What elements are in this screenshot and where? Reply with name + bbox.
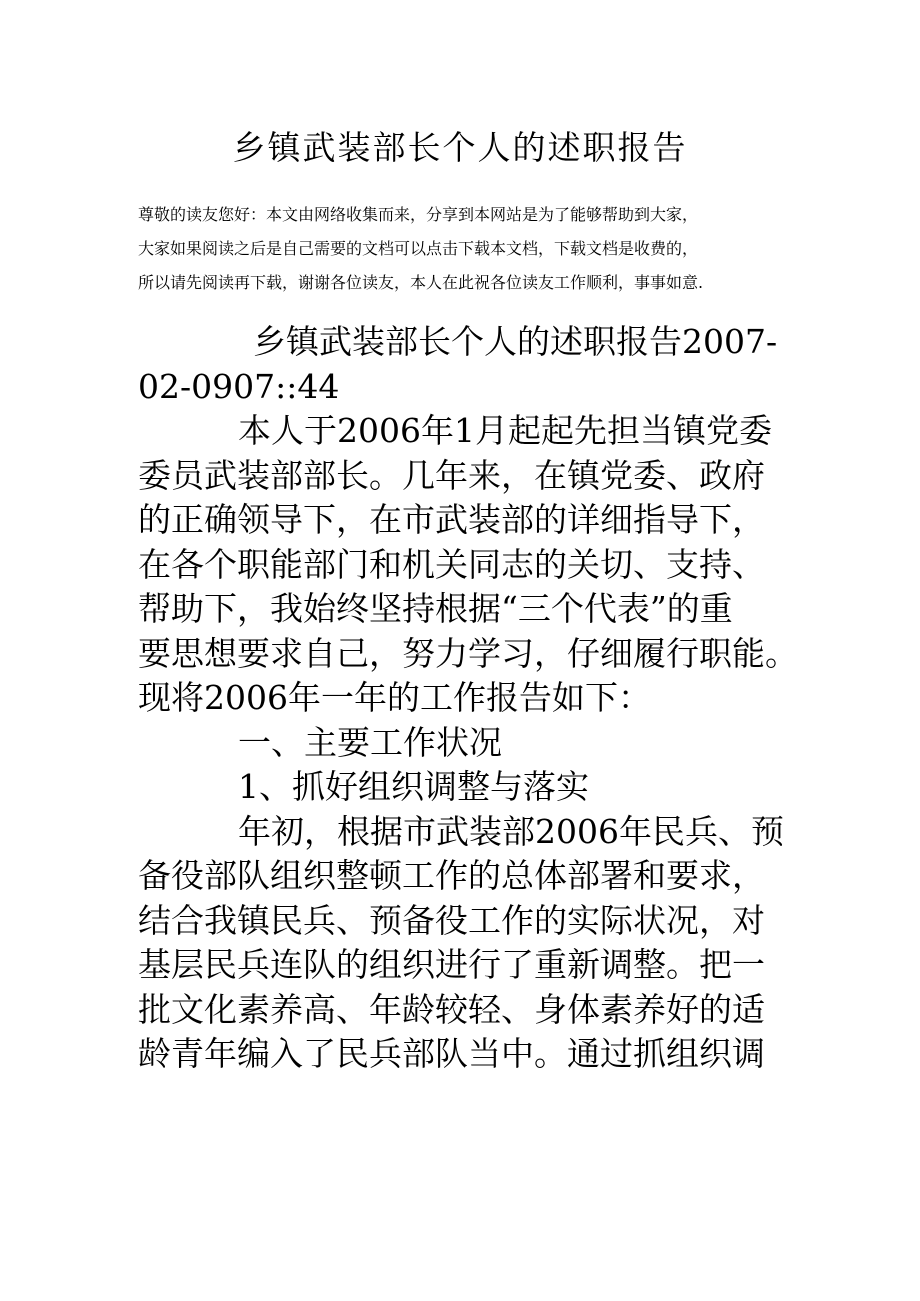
notice-line: 尊敬的读友您好：本文由网络收集而来，分享到本网站是为了能够帮助到大家， bbox=[138, 205, 699, 224]
body-heading-line: 02-0907::44 bbox=[138, 366, 340, 406]
body-line: 现将2006年一年的工作报告如下： bbox=[138, 678, 651, 717]
body-line: 委员武装部部长。几年来，在镇党委、政府 bbox=[138, 455, 765, 495]
body-line: 在各个职能部门和机关同志的关切、支持、 bbox=[138, 544, 765, 584]
body-line: 的正确领导下，在市武装部的详细指导下， bbox=[138, 500, 765, 539]
subsection-heading: 1、抓好组织调整与落实 bbox=[238, 767, 589, 806]
body-line: 结合我镇民兵、预备役工作的实际状况，对 bbox=[138, 900, 765, 940]
notice-line: 所以请先阅读再下载，谢谢各位读友，本人在此祝各位读友工作顺利，事事如意. bbox=[138, 273, 704, 292]
body-line: 帮助下，我始终坚持根据“三个代表”的重 bbox=[138, 589, 733, 628]
document-title: 乡镇武装部长个人的述职报告 bbox=[232, 128, 688, 167]
body-line: 要思想要求自己，努力学习，仔细履行职能。 bbox=[138, 633, 798, 673]
body-line: 备役部队组织整顿工作的总体部署和要求， bbox=[138, 856, 765, 895]
body-line: 龄青年编入了民兵部队当中。通过抓组织调 bbox=[138, 1034, 765, 1073]
body-line: 基层民兵连队的组织进行了重新调整。把一 bbox=[138, 945, 765, 984]
body-line: 年初，根据市武装部2006年民兵、预 bbox=[238, 811, 784, 851]
section-heading: 一、主要工作状况 bbox=[238, 722, 502, 762]
reader-notice bbox=[138, 198, 798, 300]
body-line: 批文化素养高、年龄较轻、身体素养好的适 bbox=[138, 989, 765, 1029]
document-body bbox=[138, 320, 818, 1077]
body-line: 本人于2006年1月起起先担当镇党委 bbox=[238, 411, 772, 450]
notice-line: 大家如果阅读之后是自己需要的文档可以点击下载本文档，下载文档是收费的， bbox=[138, 239, 699, 258]
body-heading-line: 乡镇武装部长个人的述职报告2007- bbox=[253, 322, 778, 361]
